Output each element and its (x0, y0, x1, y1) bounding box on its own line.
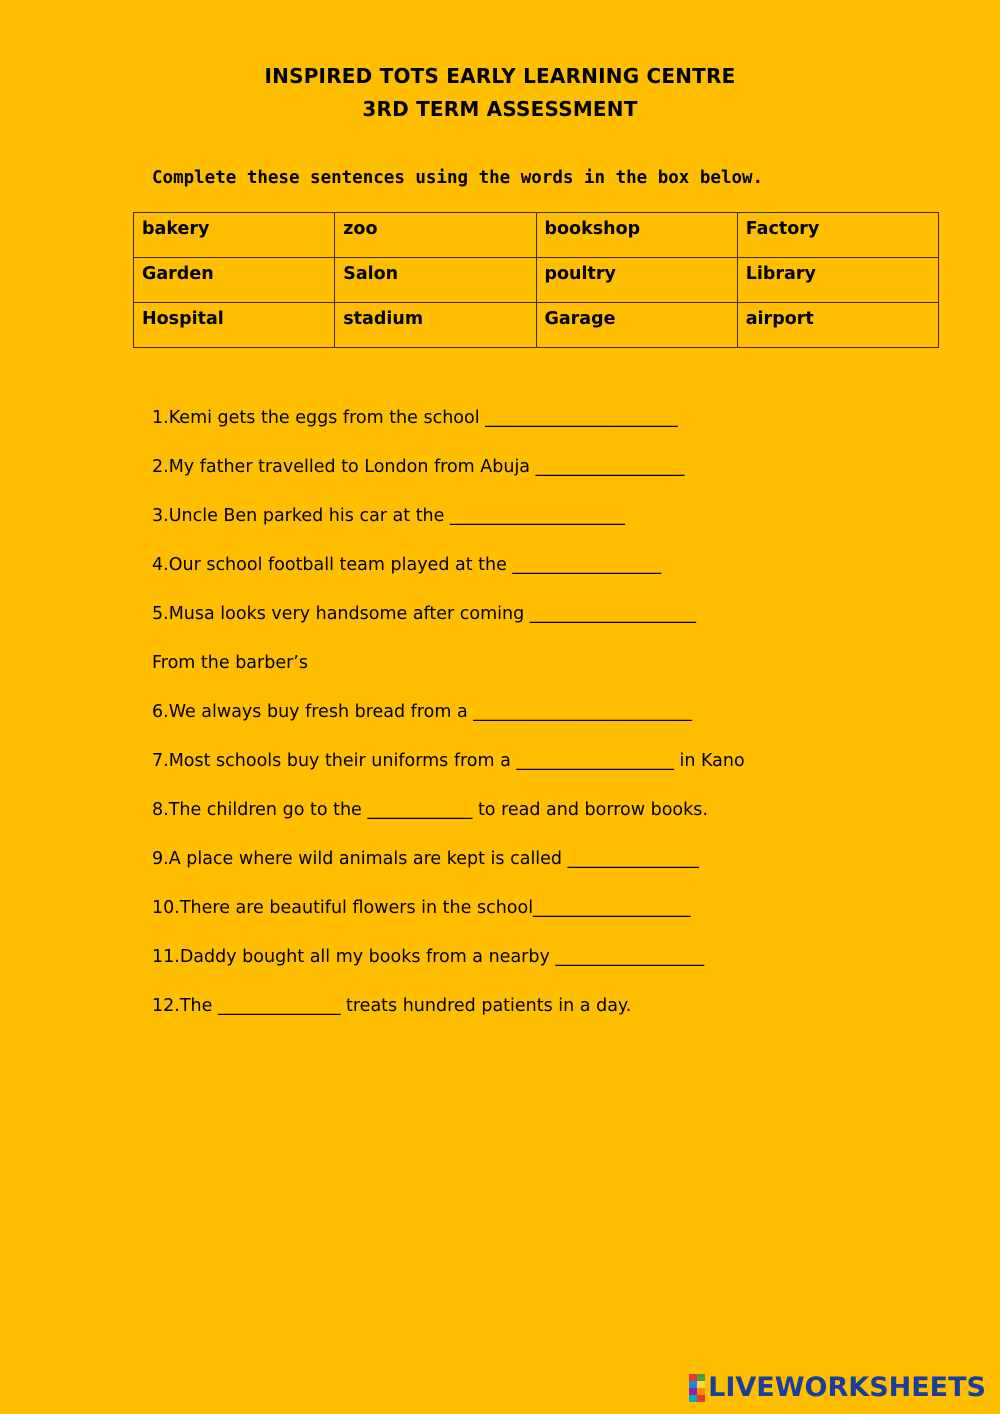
word-cell: poultry (536, 258, 737, 303)
word-cell: zoo (335, 213, 536, 258)
word-cell: airport (737, 303, 938, 348)
liveworksheets-logo[interactable] (689, 1372, 986, 1403)
logo-block (689, 1374, 697, 1381)
word-box-row (134, 303, 939, 348)
logo-block (697, 1374, 705, 1381)
word-cell: Factory (737, 213, 938, 258)
logo-block (697, 1381, 705, 1388)
word-cell: stadium (335, 303, 536, 348)
question-9[interactable]: 9.A place where wild animals are kept is called _______________ (152, 849, 699, 869)
word-cell: Hospital (134, 303, 335, 348)
question-6[interactable]: 6.We always buy fresh bread from a _________________________ (152, 702, 692, 722)
question-10[interactable]: 10.There are beautiful flowers in the school__________________ (152, 898, 691, 918)
question-8[interactable]: 8.The children go to the ____________ to read and borrow books. (152, 800, 708, 820)
question-2[interactable]: 2.My father travelled to London from Abuja _________________ (152, 457, 685, 477)
word-cell: Salon (335, 258, 536, 303)
word-box-table (133, 212, 939, 348)
question-11[interactable]: 11.Daddy bought all my books from a nearby _________________ (152, 947, 705, 967)
word-cell: Garden (134, 258, 335, 303)
question-5[interactable]: 5.Musa looks very handsome after coming ___________________ (152, 604, 697, 624)
assessment-title: 3RD TERM ASSESSMENT (362, 97, 638, 121)
word-cell: Library (737, 258, 938, 303)
liveworksheets-logo-icon (689, 1374, 705, 1402)
word-cell: bookshop (536, 213, 737, 258)
question-list (152, 405, 972, 1042)
logo-block (697, 1395, 705, 1402)
school-name: INSPIRED TOTS EARLY LEARNING CENTRE (264, 64, 736, 88)
logo-block (689, 1381, 697, 1388)
word-box-row (134, 213, 939, 258)
liveworksheets-logo-text: LIVEWORKSHEETS (708, 1372, 986, 1403)
logo-block (697, 1388, 705, 1395)
logo-block (689, 1395, 697, 1402)
question-7[interactable]: 7.Most schools buy their uniforms from a __________________ in Kano (152, 751, 745, 771)
question-3[interactable]: 3.Uncle Ben parked his car at the ____________________ (152, 506, 625, 526)
logo-block (689, 1388, 697, 1395)
question-4[interactable]: 4.Our school football team played at the _________________ (152, 555, 662, 575)
question-12[interactable]: 12.The ______________ treats hundred patients in a day. (152, 996, 632, 1016)
word-cell: Garage (536, 303, 737, 348)
instruction-text: Complete these sentences using the words in the box below. (152, 168, 764, 188)
word-cell: bakery (134, 213, 335, 258)
question-1[interactable]: 1.Kemi gets the eggs from the school ______________________ (152, 408, 678, 428)
word-box-row (134, 258, 939, 303)
question-5-continuation: From the barber’s (152, 653, 308, 673)
